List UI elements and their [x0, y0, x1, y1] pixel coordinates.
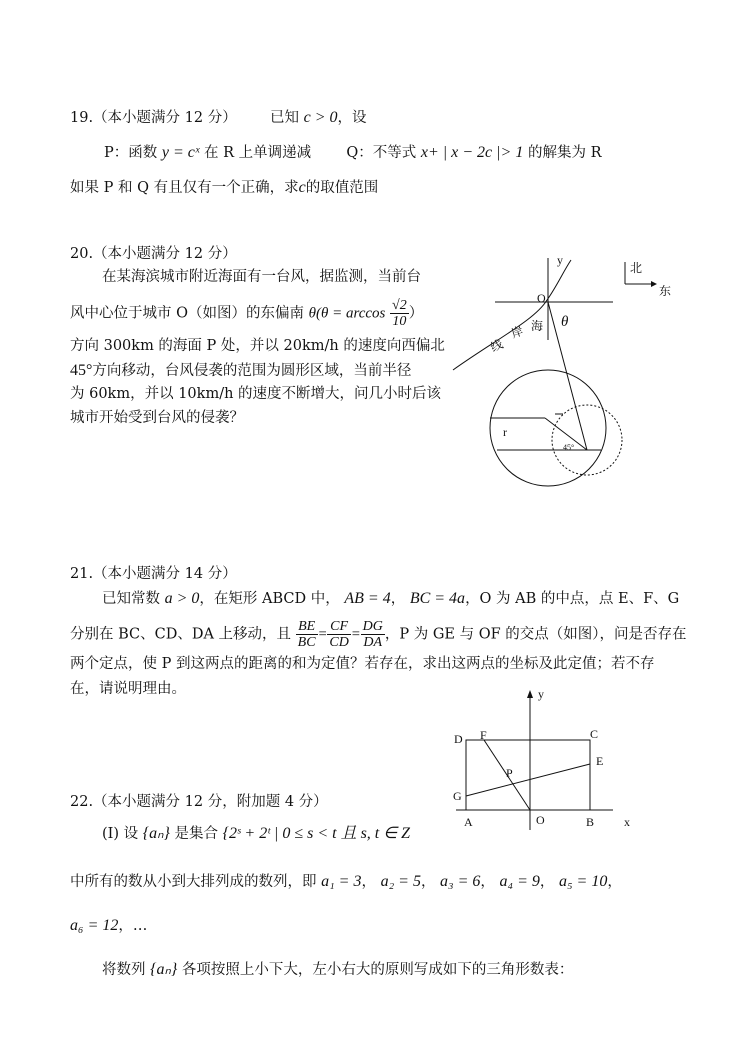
q20-line3: 方向 300km 的海面 P 处，并以 20km/h 的速度向西偏北 [70, 338, 445, 354]
q21-line2-text: 分别在 BC、CD、DA 上移动，且 [70, 626, 292, 643]
q21-line2: 分别在 BC、CD、DA 上移动，且 $\frac{BE}{BC}$ = $\frac{CF}{CD}$ = $\frac{DG}{DA}$ ，P 为 GE 与 OF 的交点（如图），问是否存在 [70, 619, 687, 650]
q19-q-label: Q：不等式 [346, 145, 417, 161]
q20-line4 [70, 361, 411, 381]
q19-question-text: 如果 P 和 Q 有且仅有一个正确，求 [70, 180, 299, 196]
q20-line2-text: 风中心位于城市 O（如图）的东偏南 [70, 305, 304, 322]
q20-header: 20.（本小题满分 12 分） [70, 246, 237, 262]
q22-line2 [70, 872, 622, 892]
q22-sep-5: ， [607, 874, 622, 890]
q19-statements [104, 143, 602, 163]
q19-intro-text: 已知 [270, 110, 299, 126]
q19-question [70, 178, 378, 198]
q21-header: 21.（本小题满分 14 分） [70, 566, 237, 582]
q21-line4: 在，请说明理由。 [70, 681, 186, 697]
q22-a3: a₃ = 6 [440, 873, 481, 890]
fig20-y-label: y [557, 253, 563, 267]
q21-fraction-cf [327, 619, 350, 650]
q22-sep-3: ， [480, 874, 495, 890]
fig20-origin-label: O [537, 291, 546, 305]
q22-sep-4: ， [539, 874, 555, 890]
q20-degree: 45° [70, 362, 93, 379]
fig21-label-g: G [453, 789, 462, 803]
fig21-y-label: y [538, 687, 544, 701]
q21-ab: AB = 4 [344, 590, 391, 607]
q19-condition: c > 0 [303, 109, 338, 126]
coastline-label-1: 海 [531, 319, 544, 333]
q22-header: 22.（本小题满分 12 分，附加题 4 分） [70, 794, 328, 810]
q19-p-label: P：函数 [104, 145, 158, 161]
q19-header: 19.（本小题满分 12 分） [70, 110, 237, 126]
q22-sep-2: ， [420, 874, 436, 890]
fig21-y-arrow-icon [527, 690, 533, 698]
q22-part1-label: (I) 设 [102, 826, 139, 842]
q20-fraction-num: √2 [392, 298, 407, 313]
q21-line1-text: 已知常数 [102, 591, 160, 607]
q20-line2 [70, 298, 423, 329]
q22-part1-text: 是集合 [174, 826, 219, 842]
fig21-label-c: C [590, 727, 599, 741]
coastline-curve [453, 260, 571, 370]
fig21-label-p: P [506, 766, 513, 780]
fig21-label-b: B [586, 815, 595, 829]
q20-line4-text: 方向移动，台风侵袭的范围为圆形区域，当前半径 [92, 363, 412, 379]
fig20-angle-label: 45° [563, 443, 575, 452]
q21-condition-a: a > 0 [164, 590, 200, 607]
fig21-label-o: O [536, 813, 545, 827]
q21-fraction-be [296, 619, 318, 650]
q21-line1-tail: ，O 为 AB 的中点，点 E、F、G [465, 591, 680, 607]
q22-a6: a₆ = 12 [70, 917, 119, 934]
q21-f3-num: DG [362, 619, 383, 634]
typhoon-big-circle [490, 370, 606, 486]
q19-q-inequality: x+ | x − 2c |> 1 [420, 144, 524, 161]
q22-line4 [102, 960, 573, 980]
fig21-ge-line [466, 764, 590, 796]
compass-north-label: 北 [630, 261, 643, 275]
q19-question-tail: 的取值范围 [305, 180, 379, 196]
compass-east-label: 东 [659, 284, 672, 298]
q22-a1: a₁ = 3 [321, 873, 362, 890]
coastline-label-3: 线 [488, 336, 506, 355]
q21-f2-den: CD [329, 635, 349, 650]
q20-line2-tail: ） [408, 305, 424, 322]
q19-variable-c: c [298, 179, 306, 196]
q21-line3: 两个定点，使 P 到这两点的距离的和为定值？若存在，求出这两点的坐标及此定值；若不存 [70, 656, 655, 672]
q19-intro [270, 108, 367, 128]
q22-line4-sequence: {aₙ} [150, 961, 178, 978]
q21-f2-num: CF [327, 619, 350, 635]
fig20-r-label: r [503, 425, 507, 439]
typhoon-small-circle [552, 405, 622, 475]
q22-line2-text: 中所有的数从小到大排列成的数列，即 [70, 874, 317, 890]
q21-bc: BC = 4a [409, 590, 466, 607]
q19-intro-tail: ，设 [337, 110, 367, 126]
q21-f1-den: BC [297, 635, 316, 650]
fig21-rectangle [466, 740, 590, 810]
q21-line2-tail: ，P 为 GE 与 OF 的交点（如图），问是否存在 [384, 626, 687, 643]
q21-fraction-dg [361, 619, 385, 650]
q20-fraction [390, 298, 409, 329]
q20-theta-expr: θ(θ = arccos [308, 305, 386, 322]
q22-a5: a₅ = 10 [558, 873, 608, 890]
q22-sep-1: ， [361, 874, 376, 890]
q21-f1-num: BE [296, 619, 318, 635]
q22-sequence: {aₙ} [142, 825, 170, 842]
q19-p-tail: 在 R 上单调递减 [204, 145, 312, 161]
q22-set: {2ˢ + 2ᵗ | 0 ≤ s < t 且 s, t ∈ Z [222, 825, 411, 842]
fig20-theta-label: θ [561, 314, 569, 330]
coastline-label-2: 岸 [509, 323, 526, 341]
q22-line3 [70, 916, 147, 936]
fig21-label-d: D [454, 732, 463, 746]
q21-line1-mid: ，在矩形 ABCD 中， [199, 591, 340, 607]
q21-f3-den: DA [363, 635, 383, 650]
fig21-label-e: E [596, 754, 604, 768]
typhoon-figure [445, 250, 695, 495]
q20-line6: 城市开始受到台风的侵袭？ [70, 410, 244, 426]
q21-line1 [102, 589, 679, 609]
q19-p-function: y = cˣ [161, 144, 200, 161]
q20-fraction-den: 10 [392, 314, 407, 329]
fig21-label-f: F [480, 728, 487, 742]
q22-dots: ，… [118, 918, 148, 934]
fig21-x-label: x [624, 815, 630, 829]
q21-comma: ， [390, 591, 406, 607]
q22-a2: a₂ = 5 [380, 873, 421, 890]
q22-line4-tail: 各项按照上小下大，左小右大的原则写成如下的三角形数表： [181, 962, 574, 978]
q19-q-tail: 的解集为 R [527, 145, 602, 161]
rectangle-figure [448, 684, 648, 834]
fig21-label-a: A [464, 815, 473, 829]
q22-part1 [102, 824, 410, 844]
q20-line1: 在某海滨城市附近海面有一台风，据监测，当前台 [102, 269, 421, 285]
compass-arrow-icon [651, 281, 657, 287]
q22-a4: a₄ = 9 [499, 873, 540, 890]
q22-line4-text: 将数列 [102, 962, 146, 978]
q20-line5: 为 60km，并以 10km/h 的速度不断增大，问几小时后该 [70, 386, 442, 402]
